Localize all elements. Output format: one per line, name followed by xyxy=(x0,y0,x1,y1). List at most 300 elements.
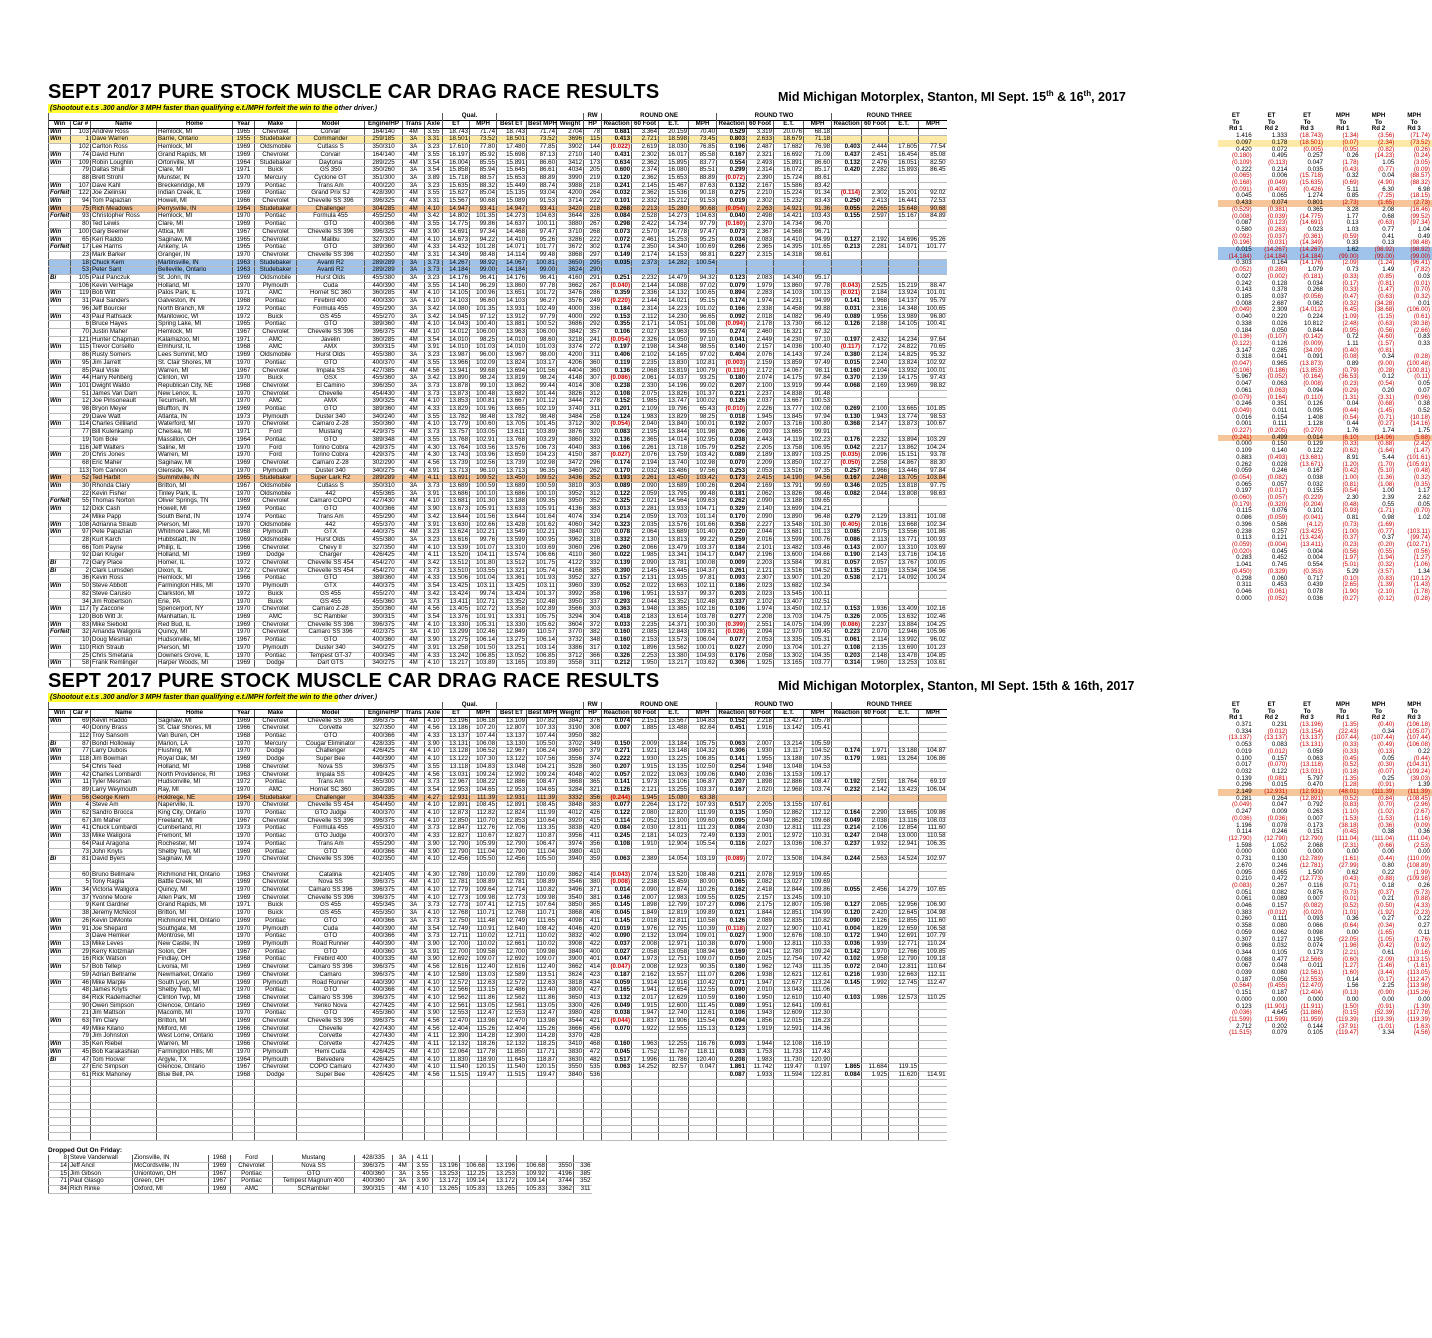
round-1-et: 12.874 xyxy=(659,887,689,895)
empty-cell xyxy=(49,1102,71,1110)
empty-cell xyxy=(584,1133,602,1141)
diff-value: 0.27 xyxy=(1417,922,1430,930)
diff-header: Rd 2 xyxy=(1371,714,1386,722)
round-3-60ft: 1.943 xyxy=(862,413,889,421)
engine-hp: 350/310 xyxy=(365,144,403,152)
diff-value: 0.00 xyxy=(1417,995,1430,1003)
round-1-et: 14.282 xyxy=(659,259,689,267)
weight: 4122 xyxy=(557,560,584,568)
round-2-60ft: 2.205 xyxy=(747,802,774,810)
diff-value: (22.43) xyxy=(1339,727,1359,735)
round-2-60ft: 2.157 xyxy=(747,894,774,902)
round-1-et: 13.963 xyxy=(659,328,689,336)
rw-hp: 427 xyxy=(584,987,602,995)
round-1-60ft: 2.362 xyxy=(632,174,659,182)
trans: 4M xyxy=(403,856,425,864)
make: Pontiac xyxy=(255,506,297,514)
qual-et: 14.043 xyxy=(443,321,470,329)
diff-value: (99.74) xyxy=(1410,534,1430,542)
best-mph: 101.03 xyxy=(527,344,557,352)
round-3-et xyxy=(889,725,919,733)
diff-value: (14.16) xyxy=(1410,420,1430,428)
trans: 4M xyxy=(393,1162,413,1170)
empty-cell xyxy=(584,1125,602,1133)
model: Yenko Nova xyxy=(297,1002,365,1010)
round-3-mph: 95.79 xyxy=(919,298,947,306)
axle: 3.23 xyxy=(425,144,443,152)
round-3-mph: 82.50 xyxy=(919,159,947,167)
year: 1967 xyxy=(233,1064,255,1072)
round-1-et: 14.479 xyxy=(659,275,689,283)
diff-value: 0.00 xyxy=(1382,848,1395,856)
diff-value: 0.745 xyxy=(1271,561,1288,569)
diff-value: 0.05 xyxy=(1417,500,1430,508)
empty-cell xyxy=(49,1079,71,1087)
diff-value: (0.63) xyxy=(1378,292,1395,300)
model: Hornet SC 360 xyxy=(297,786,365,794)
round-3-et: 12.745 xyxy=(889,979,919,987)
trans: 4M xyxy=(403,933,425,941)
round-1-reaction: 0.260 xyxy=(602,544,632,552)
weight: 4148 xyxy=(557,375,584,383)
hometown: Allen Park, MI xyxy=(157,894,233,902)
trans: 4M xyxy=(403,987,425,995)
weight: 3550 xyxy=(547,1162,574,1170)
axle: 3.90 xyxy=(425,840,443,848)
empty-cell xyxy=(425,1102,443,1110)
model: Super Bee xyxy=(297,756,365,764)
round-2-mph: 97.35 xyxy=(804,467,832,475)
diff-value: 0.224 xyxy=(1307,313,1323,321)
weight: 3920 xyxy=(557,817,584,825)
year: 1969 xyxy=(233,275,255,283)
weight: 4012 xyxy=(557,810,584,818)
diff-header: Rd 3 xyxy=(1300,125,1314,133)
weight: 3952 xyxy=(557,490,584,498)
diff-header: To xyxy=(1303,118,1311,126)
round-2-mph: 104.99 xyxy=(804,910,832,918)
round-1-mph: 93.25 xyxy=(689,375,717,383)
qual-mph: 112.82 xyxy=(470,810,497,818)
round-1-et: 13.486 xyxy=(659,467,689,475)
round-3-reaction: 0.257 xyxy=(832,467,862,475)
hometown: Rochester, MI xyxy=(157,840,233,848)
round-1-et: 13.689 xyxy=(659,483,689,491)
round-2-mph: 104.35 xyxy=(804,652,832,660)
column-header: Year xyxy=(233,709,255,717)
round-1-et: 13.567 xyxy=(659,717,689,725)
driver-name: Dallas Shull xyxy=(91,167,157,175)
year: 1970 xyxy=(233,251,255,259)
best-mph: 109.92 xyxy=(517,1170,547,1178)
round-2-mph: 103.25 xyxy=(804,452,832,460)
diff-value: (13.411) xyxy=(1300,541,1323,548)
driver-name: Tim Clary xyxy=(91,1018,157,1026)
round-2-reaction: 0.077 xyxy=(717,637,747,645)
best-et: 13.253 xyxy=(487,1170,517,1178)
round-2-mph: 98.61 xyxy=(804,251,832,259)
diff-value: 0.00 xyxy=(1346,928,1359,936)
round-1-reaction: 0.160 xyxy=(602,629,632,637)
hometown: Saginaw, MI xyxy=(157,459,233,467)
model: Commander xyxy=(297,136,365,144)
best-et: 13.424 xyxy=(497,590,527,598)
rw-hp: 339 xyxy=(584,583,602,591)
diff-value: (13.137) xyxy=(1228,734,1252,742)
diff-value: (100.48) xyxy=(1406,360,1430,368)
round-3-60ft: 2.281 xyxy=(862,244,889,252)
empty-cell xyxy=(584,1118,602,1126)
diff-value: (0.32) xyxy=(1378,561,1395,569)
diff-value: 0.246 xyxy=(1271,467,1288,475)
empty-cell xyxy=(497,1079,527,1087)
qual-mph: 112.63 xyxy=(470,979,497,987)
round-3-60ft: 2.104 xyxy=(862,367,889,375)
engine-hp: 164/140 xyxy=(365,151,403,159)
car-number: 52 xyxy=(71,475,91,483)
diff-header: MPH xyxy=(1371,700,1386,708)
qual-et: 11.540 xyxy=(443,1064,470,1072)
diff-value: (14.775) xyxy=(1299,212,1323,220)
model: GTO xyxy=(297,933,365,941)
driver-name: Jim Jarrett xyxy=(91,359,157,367)
model: Trans Am xyxy=(297,840,365,848)
diff-value: (111.04) xyxy=(1336,834,1359,842)
trans: 4M xyxy=(403,467,425,475)
round-1-mph: 90.35 xyxy=(689,964,717,972)
weight: 3420 xyxy=(557,205,584,213)
diff-value: 0.045 xyxy=(1236,192,1252,200)
model: GTO xyxy=(297,637,365,645)
weight: 3950 xyxy=(557,598,584,606)
empty-cell xyxy=(497,1133,527,1141)
round-2-mph: 110.40 xyxy=(804,994,832,1002)
round-3-60ft xyxy=(862,590,889,598)
engine-hp: 427/430 xyxy=(365,1064,403,1072)
diff-value: (1.46) xyxy=(1378,962,1395,970)
qual-et: 13.539 xyxy=(443,544,470,552)
empty-cell xyxy=(71,1079,91,1087)
diff-value: 0.792 xyxy=(1307,801,1323,809)
round-2-60ft: 1.955 xyxy=(747,756,774,764)
diff-value: 0.334 xyxy=(1236,727,1252,735)
round-3-et xyxy=(889,590,919,598)
best-mph: 91.53 xyxy=(527,198,557,206)
round-2-mph: 101.30 xyxy=(804,521,832,529)
model: Tempest Magnum 400 xyxy=(273,1178,355,1186)
round-3-mph: 101.77 xyxy=(919,244,947,252)
round-3-60ft: 2.025 xyxy=(862,483,889,491)
make: Plymouth xyxy=(255,925,297,933)
trans: 4M xyxy=(403,367,425,375)
model: Impala SS xyxy=(297,367,365,375)
trans: 3A xyxy=(393,1170,413,1178)
year: 1971 xyxy=(233,167,255,175)
qual-mph: 109.14 xyxy=(460,1178,487,1186)
engine-hp: 426/425 xyxy=(365,1056,403,1064)
round-3-mph: 100.24 xyxy=(919,575,947,583)
diff-value: (0.002) xyxy=(1267,272,1288,280)
driver-name: David Byers xyxy=(91,856,157,864)
driver-name: Rich Rinke xyxy=(69,1185,133,1193)
round-1-mph: 111.99 xyxy=(689,810,717,818)
column-header: Best ET xyxy=(497,121,527,129)
diff-value: 0.123 xyxy=(1236,1002,1252,1010)
best-et: 12.562 xyxy=(497,994,527,1002)
model: Firebird 400 xyxy=(297,956,365,964)
round-1-mph: 103.62 xyxy=(689,660,717,668)
round-3-60ft xyxy=(862,498,889,506)
empty-cell xyxy=(557,1110,584,1118)
diff-value: (0.63) xyxy=(1378,219,1395,227)
diff-value: (2.31) xyxy=(1342,841,1359,849)
round-3-60ft: 2.106 xyxy=(862,825,889,833)
round-3-reaction xyxy=(832,725,862,733)
hometown: Clinton, WI xyxy=(157,375,233,383)
round-1-et: 13.520 xyxy=(659,871,689,879)
trans: 4M xyxy=(393,1185,413,1193)
round-1-mph: 85.58 xyxy=(689,151,717,159)
driver-name: Kent Gardner xyxy=(91,902,157,910)
shootout-note-2: (Shootout e.t.s .300 and/or 3 MPH faster than qualifying e.t./MPH forfeit the win to the other driver.) xyxy=(50,693,378,701)
rw-hp: 292 xyxy=(584,313,602,321)
make: Oldsmobile xyxy=(255,144,297,152)
round-1-60ft: 2.362 xyxy=(632,190,659,198)
empty-cell xyxy=(255,1133,297,1141)
round-3-mph xyxy=(919,733,947,741)
engine-hp: 440/390 xyxy=(365,282,403,290)
driver-name: Bondi Holloway xyxy=(91,740,157,748)
weight: 3832 xyxy=(557,933,584,941)
trans: 4M xyxy=(403,794,425,802)
diff-value: 0.097 xyxy=(1218,140,1254,147)
diff-value: (3.56) xyxy=(1378,132,1395,140)
round-3-et: 12.946 xyxy=(889,629,919,637)
round-3-reaction: 0.072 xyxy=(832,964,862,972)
qual-et: 13.265 xyxy=(433,1185,460,1193)
diff-value: (4.60) xyxy=(1378,333,1395,341)
round-1-mph: 97.02 xyxy=(689,282,717,290)
best-mph: 88.89 xyxy=(527,174,557,182)
round-2-60ft: 2.196 xyxy=(747,552,774,560)
hometown: Clinton Twp, MI xyxy=(157,994,233,1002)
best-et: 13.361 xyxy=(497,575,527,583)
qual-mph: 106.68 xyxy=(460,1162,487,1170)
round-2-reaction: 0.126 xyxy=(717,917,747,925)
diff-value: 0.045 xyxy=(1271,547,1288,555)
empty-cell xyxy=(255,1087,297,1095)
round-2-et: 13.036 xyxy=(774,840,804,848)
diff-value: (0.79) xyxy=(1342,366,1359,374)
round-3-et: 12.811 xyxy=(889,964,919,972)
qual-mph: 112.76 xyxy=(470,825,497,833)
car-number: 37 xyxy=(71,894,91,902)
round-1-60ft: 2.022 xyxy=(632,771,659,779)
round-2-et: 14.075 xyxy=(774,621,804,629)
make: Buick xyxy=(255,910,297,918)
round-3-reaction: 0.061 xyxy=(832,637,862,645)
round-2-et: 13.860 xyxy=(774,282,804,290)
round-1-reaction: 0.101 xyxy=(602,198,632,206)
round-3-mph: 88.30 xyxy=(919,459,947,467)
trans: 4M xyxy=(403,637,425,645)
best-et: 13.576 xyxy=(497,444,527,452)
hometown: Spencerport, NY xyxy=(157,606,233,614)
trans: 4M xyxy=(403,221,425,229)
empty-cell xyxy=(233,1118,255,1126)
diff-value: (1.35) xyxy=(1342,774,1359,782)
hometown: Bluffton, IN xyxy=(157,406,233,414)
round-1-mph: 112.55 xyxy=(689,987,717,995)
weight: 3956 xyxy=(557,833,584,841)
table-row xyxy=(49,763,947,771)
diff-value: 0.078 xyxy=(1271,821,1288,829)
round-2-reaction: 0.208 xyxy=(717,1056,747,1064)
win-flag: Win xyxy=(49,521,71,529)
best-mph: 87.13 xyxy=(527,151,557,159)
round-1-60ft: 2.032 xyxy=(632,467,659,475)
diff-value: 0.185 xyxy=(1236,292,1252,300)
round-2-mph: 104.53 xyxy=(804,763,832,771)
axle: 4.56 xyxy=(425,964,443,972)
engine-hp: 396/375 xyxy=(365,994,403,1002)
round-2-mph: 94.99 xyxy=(804,298,832,306)
year: 1969 xyxy=(209,1162,231,1170)
round-3-reaction xyxy=(832,794,862,802)
round-2-60ft: 2.227 xyxy=(747,521,774,529)
qual-et: 14.010 xyxy=(443,344,470,352)
round-1-reaction: 0.222 xyxy=(602,756,632,764)
round-2-reaction: 0.253 xyxy=(717,467,747,475)
trans: 4M xyxy=(403,205,425,213)
round-3-mph: 96.80 xyxy=(919,313,947,321)
round-1-reaction: 0.120 xyxy=(602,174,632,182)
round-3-reaction: (0.050) xyxy=(832,459,862,467)
best-et: 12.711 xyxy=(497,933,527,941)
round-1-mph: 109.07 xyxy=(689,956,717,964)
win-flag: Win xyxy=(49,475,71,483)
round-3-60ft xyxy=(862,390,889,398)
round-1-60ft: 1.922 xyxy=(632,1025,659,1033)
win-flag: Win xyxy=(49,925,71,933)
engine-hp: 350/310 xyxy=(365,483,403,491)
driver-name: Lee Harms xyxy=(91,244,157,252)
win-flag: Win xyxy=(49,810,71,818)
diff-value: 0.116 xyxy=(1307,881,1323,889)
round-3-mph: 103.69 xyxy=(919,544,947,552)
round-2-et: 15.224 xyxy=(774,190,804,198)
weight: 2704 xyxy=(557,128,584,136)
diff-value: 0.023 xyxy=(1307,225,1323,233)
round-3-60ft: 2.113 xyxy=(862,536,889,544)
round-1-reaction: 0.323 xyxy=(602,521,632,529)
model: GTO Judge xyxy=(297,833,365,841)
make: Dodge xyxy=(255,748,297,756)
diff-value: (88.32) xyxy=(1410,179,1430,187)
win-flag xyxy=(49,459,71,467)
round-2-reaction: 0.207 xyxy=(717,779,747,787)
make: Pontiac xyxy=(255,779,297,787)
round-2-mph: 98.46 xyxy=(804,490,832,498)
driver-name: Charles Lombardi xyxy=(91,771,157,779)
weight: 3940 xyxy=(557,856,584,864)
diff-value: 0.079 xyxy=(1271,1029,1288,1037)
round-2-et: 13.890 xyxy=(774,513,804,521)
round-2-reaction: 0.206 xyxy=(717,429,747,437)
diff-value: 1.416 xyxy=(1236,132,1252,140)
diff-value: (0.07) xyxy=(1325,140,1361,147)
round-3-60ft: 2.065 xyxy=(862,902,889,910)
round-1-reaction: 0.136 xyxy=(602,436,632,444)
model: AMX xyxy=(297,398,365,406)
engine-hp: 289/225 xyxy=(365,159,403,167)
round-1-mph: 108.48 xyxy=(689,871,717,879)
trans: 4M xyxy=(403,871,425,879)
empty-cell xyxy=(689,1079,717,1087)
engine-hp: 390/315 xyxy=(355,1185,393,1193)
engine-hp: 390/325 xyxy=(365,398,403,406)
make: Chevrolet xyxy=(255,763,297,771)
table-row xyxy=(49,786,947,794)
best-et: 12.807 xyxy=(497,725,527,733)
weight: 3740 xyxy=(557,406,584,414)
model: GSX xyxy=(297,375,365,383)
engine-hp: 455/360 xyxy=(365,598,403,606)
diff-value: 0.22 xyxy=(1417,747,1430,755)
axle: 3.23 xyxy=(425,529,443,537)
round-2-reaction: (0.003) xyxy=(717,359,747,367)
diff-value: 0.000 xyxy=(1307,848,1323,856)
axle: 3.42 xyxy=(425,590,443,598)
trans: 4M xyxy=(403,717,425,725)
diff-value: (5.10) xyxy=(1378,467,1395,475)
diff-value: 0.063 xyxy=(1307,754,1323,762)
trans: 3A xyxy=(403,167,425,175)
best-et: 13.052 xyxy=(497,652,527,660)
diff-value: (0.280) xyxy=(1267,266,1288,274)
qual-et: 13.853 xyxy=(443,398,470,406)
diff-value: 0.129 xyxy=(1307,440,1323,448)
round-2-et: 11.733 xyxy=(774,1048,804,1056)
diff-value: (111.04) xyxy=(1372,834,1395,842)
diff-value: 0.128 xyxy=(1271,279,1288,287)
round-2-et: 14.395 xyxy=(774,244,804,252)
round-3-60ft: 2.282 xyxy=(862,167,889,175)
round-3-mph: 109.85 xyxy=(919,948,947,956)
rw-hp: 423 xyxy=(584,971,602,979)
round-1-60ft: 2.027 xyxy=(632,328,659,336)
round-2-60ft: 2.090 xyxy=(747,513,774,521)
round-3-mph xyxy=(919,267,947,275)
diff-header: Rd 1 xyxy=(1336,714,1350,722)
driver-name: Chris Teed xyxy=(91,763,157,771)
round-1-mph: 102.95 xyxy=(689,436,717,444)
empty-cell xyxy=(659,1095,689,1103)
round-1-mph: 104.63 xyxy=(689,213,717,221)
engine-hp: 400/330 xyxy=(365,298,403,306)
diff-value: 5.11 xyxy=(1347,185,1359,193)
round-1-reaction: 0.153 xyxy=(602,313,632,321)
diff-value: 0.000 xyxy=(1271,995,1288,1003)
round-1-60ft: 2.194 xyxy=(632,459,659,467)
hometown: Flushing, MI xyxy=(157,748,233,756)
rw-hp: 311 xyxy=(584,660,602,668)
diff-value: (12.470) xyxy=(1299,982,1323,990)
round-2-60ft: 2.178 xyxy=(747,321,774,329)
weight: 4110 xyxy=(557,552,584,560)
diff-value: (0.205) xyxy=(1267,427,1288,435)
diff-value: (2.65) xyxy=(1342,581,1359,589)
